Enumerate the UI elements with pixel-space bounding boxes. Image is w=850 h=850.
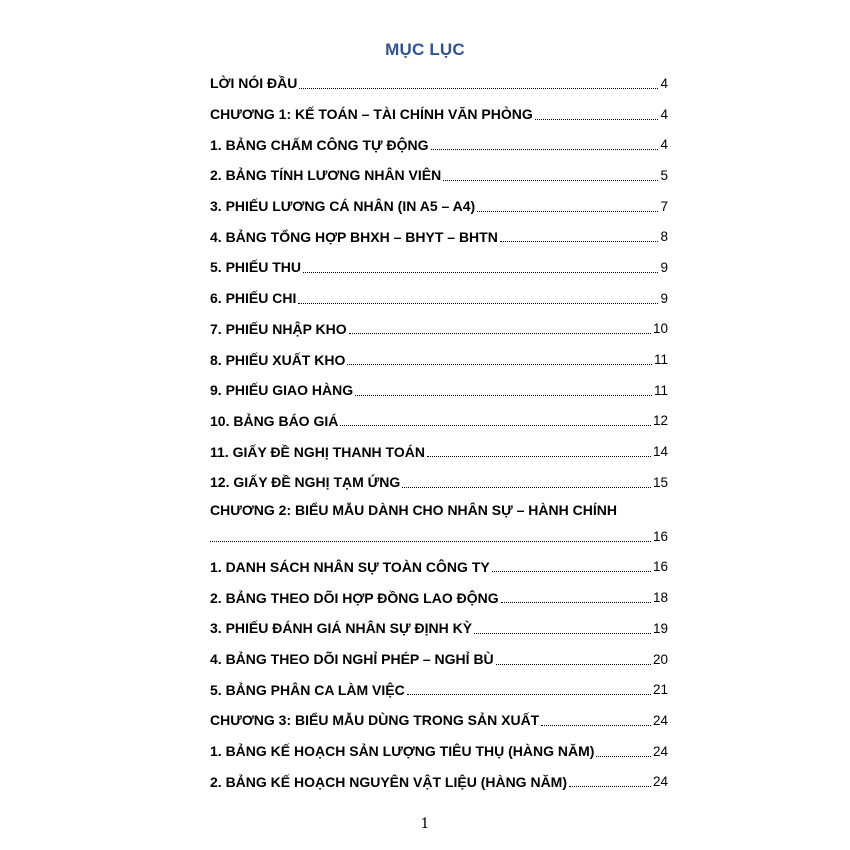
toc-entry[interactable] — [210, 406, 668, 437]
toc-entry-page: 4 — [660, 137, 668, 153]
dot-leader — [349, 332, 651, 334]
toc-entry[interactable] — [210, 375, 668, 406]
dot-leader — [407, 693, 651, 695]
toc-entry-label: 11. GIẤY ĐỀ NGHỊ THANH TOÁN — [210, 443, 425, 460]
toc-entry[interactable] — [210, 613, 668, 644]
toc-entry[interactable] — [210, 221, 668, 252]
toc-entry[interactable] — [210, 582, 668, 613]
toc-entry[interactable] — [210, 191, 668, 222]
toc-entry-label: 1. DANH SÁCH NHÂN SỰ TOÀN CÔNG TY — [210, 558, 490, 575]
toc-entry[interactable] — [210, 99, 668, 130]
toc-entry-page: 16 — [652, 529, 668, 545]
toc-entry-page: 4 — [660, 75, 668, 91]
dot-leader — [340, 424, 651, 426]
toc-entry-label: CHƯƠNG 1: KẾ TOÁN – TÀI CHÍNH VĂN PHÒNG — [210, 106, 533, 123]
toc-entry-label: 2. BẢNG KẾ HOẠCH NGUYÊN VẬT LIỆU (HÀNG NĂM) — [210, 773, 568, 790]
toc-entry-label: 1. BẢNG KẾ HOẠCH SẢN LƯỢNG TIÊU THỤ (HÀNG NĂM) — [210, 743, 595, 760]
dot-leader — [298, 302, 658, 304]
toc-entry-label: 5. BẢNG PHÂN CA LÀM VIỆC — [210, 681, 405, 698]
toc-entry[interactable] — [210, 344, 668, 375]
toc-entry-label: 7. PHIẾU NHẬP KHO — [210, 320, 347, 337]
toc-entry[interactable] — [210, 68, 668, 99]
toc-entry[interactable] — [210, 644, 668, 675]
toc-entry-page: 15 — [652, 474, 668, 490]
toc-entry[interactable] — [210, 314, 668, 345]
dot-leader — [500, 240, 659, 242]
dot-leader — [303, 271, 658, 273]
toc-entry[interactable] — [210, 736, 668, 767]
toc-entry-page: 24 — [652, 712, 668, 728]
dot-leader — [569, 785, 651, 787]
toc-entry-page: 16 — [652, 559, 668, 575]
dot-leader — [535, 118, 659, 120]
toc-entry[interactable] — [210, 705, 668, 736]
toc-entry-label: CHƯƠNG 2: BIỂU MẪU DÀNH CHO NHÂN SỰ – HÀNH CHÍNH — [210, 501, 617, 518]
dot-leader — [427, 455, 651, 457]
toc-entry-label: 9. PHIẾU GIAO HÀNG — [210, 382, 354, 399]
toc-entry-page: 9 — [660, 259, 668, 275]
dot-leader — [210, 540, 651, 542]
dot-leader — [443, 179, 658, 181]
toc-entry-label: CHƯƠNG 3: BIỂU MẪU DÙNG TRONG SẢN XUẤT — [210, 712, 540, 729]
dot-leader — [355, 394, 652, 396]
toc-entry-label: 5. PHIẾU THU — [210, 259, 302, 276]
toc-entry-page: 9 — [660, 290, 668, 306]
dot-leader — [477, 210, 658, 212]
toc-entry-page: 5 — [660, 167, 668, 183]
toc-entry[interactable] — [210, 160, 668, 191]
toc-entry[interactable] — [210, 552, 668, 583]
toc-entry-label: 1. BẢNG CHẤM CÔNG TỰ ĐỘNG — [210, 136, 429, 153]
toc-entry-page: 18 — [652, 590, 668, 606]
dot-leader — [299, 87, 658, 89]
toc-entry-page: 24 — [652, 774, 668, 790]
toc-entry-label: 2. BẢNG THEO DÕI HỢP ĐỒNG LAO ĐỘNG — [210, 589, 499, 606]
toc-entry-page: 14 — [652, 444, 668, 460]
dot-leader — [492, 570, 651, 572]
toc-entry-label: 2. BẢNG TÍNH LƯƠNG NHÂN VIÊN — [210, 167, 442, 184]
toc-entry-chapter-2-continuation[interactable] — [210, 522, 668, 552]
dot-leader — [474, 632, 651, 634]
dot-leader — [431, 148, 659, 150]
toc-entry[interactable] — [210, 766, 668, 797]
dot-leader — [347, 363, 652, 365]
toc-list — [210, 68, 668, 797]
dot-leader — [501, 601, 651, 603]
toc-entry-label: 6. PHIẾU CHI — [210, 290, 297, 307]
dot-leader — [596, 755, 651, 757]
toc-entry-label: 4. BẢNG TỔNG HỢP BHXH – BHYT – BHTN — [210, 228, 498, 245]
toc-entry-label: 3. PHIẾU LƯƠNG CÁ NHÂN (IN A5 – A4) — [210, 198, 476, 215]
toc-entry[interactable] — [210, 283, 668, 314]
toc-entry-label: 12. GIẤY ĐỀ NGHỊ TẠM ỨNG — [210, 474, 401, 491]
toc-entry-label: LỜI NÓI ĐẦU — [210, 75, 298, 92]
toc-entry-page: 11 — [653, 382, 668, 398]
toc-entry[interactable] — [210, 129, 668, 160]
dot-leader — [541, 724, 651, 726]
toc-entry-page: 11 — [653, 352, 668, 368]
toc-entry-page: 8 — [660, 229, 668, 245]
toc-entry-label: 8. PHIẾU XUẤT KHO — [210, 351, 346, 368]
toc-entry-page: 19 — [652, 620, 668, 636]
dot-leader — [402, 486, 651, 488]
toc-entry[interactable] — [210, 467, 668, 498]
toc-entry-page: 21 — [652, 682, 668, 698]
toc-entry-page: 24 — [652, 743, 668, 759]
toc-entry-label: 4. BẢNG THEO DÕI NGHỈ PHÉP – NGHỈ BÙ — [210, 651, 494, 668]
dot-leader — [496, 663, 651, 665]
toc-entry-page: 7 — [660, 198, 668, 214]
toc-entry-page: 20 — [652, 651, 668, 667]
toc-entry-page: 10 — [652, 321, 668, 337]
toc-entry[interactable] — [210, 252, 668, 283]
toc-entry-page: 12 — [652, 413, 668, 429]
page-number: 1 — [420, 816, 430, 832]
toc-entry-page: 4 — [660, 106, 668, 122]
toc-entry-label: 10. BẢNG BÁO GIÁ — [210, 412, 339, 429]
toc-entry-label: 3. PHIẾU ĐÁNH GIÁ NHÂN SỰ ĐỊNH KỲ — [210, 620, 473, 637]
toc-entry[interactable] — [210, 674, 668, 705]
toc-title: MỤC LỤC — [385, 40, 465, 59]
toc-entry-chapter-2[interactable] — [210, 498, 668, 522]
toc-entry[interactable] — [210, 436, 668, 467]
